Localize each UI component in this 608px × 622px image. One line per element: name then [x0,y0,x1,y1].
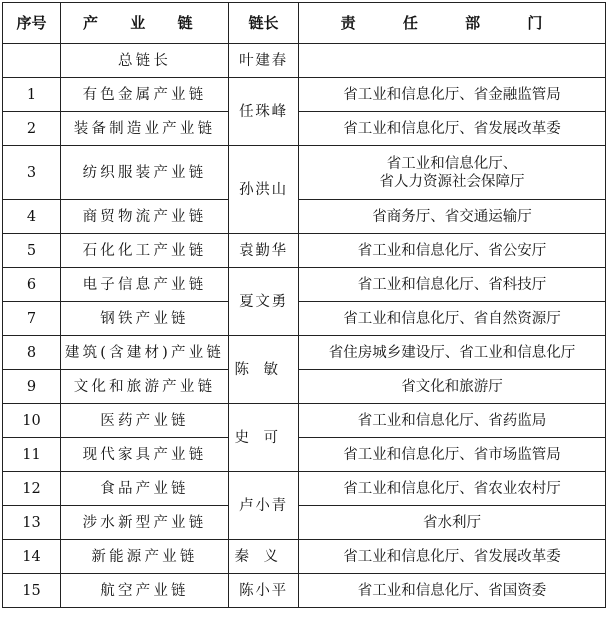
table-row [3,506,606,540]
overall-leader-cell: 叶建春 [229,44,299,78]
row-leader-cell: 史可 [229,404,299,472]
row-dept-cell [299,506,606,540]
dept-line: 省工业和信息化厅、省公安厅 [357,242,547,259]
row-dept-cell [299,268,606,302]
table-row [3,146,606,200]
row-chain-cell: 航空产业链 [61,574,229,608]
dept-line: 省人力资源社会保障厅 [379,173,525,190]
row-leader-cell: 袁勤华 [229,234,299,268]
row-leader-cell: 卢小青 [229,472,299,540]
row-chain-cell: 纺织服装产业链 [61,146,229,200]
row-no-cell: 15 [3,574,61,608]
row-dept-cell [299,472,606,506]
row-no-cell: 2 [3,112,61,146]
row-no-cell: 6 [3,268,61,302]
header-leader: 链长 [229,3,299,44]
row-dept-cell [299,146,606,200]
dept-line: 省文化和旅游厅 [401,378,503,395]
dept-line: 省工业和信息化厅、省市场监管局 [343,446,561,463]
dept-line: 省工业和信息化厅、省药监局 [357,412,547,429]
table-row [3,268,606,302]
row-chain-cell: 钢铁产业链 [61,302,229,336]
row-no-cell: 11 [3,438,61,472]
table-row [3,370,606,404]
row-no-cell: 4 [3,200,61,234]
header-chain: 产 业 链 [61,3,229,44]
row-chain-cell: 新能源产业链 [61,540,229,574]
dept-line: 省住房城乡建设厅、省工业和信息化厅 [328,344,576,361]
row-no-cell: 9 [3,370,61,404]
dept-line: 省工业和信息化厅、省金融监管局 [343,86,561,103]
row-no-cell: 10 [3,404,61,438]
table-row [3,540,606,574]
row-dept-cell [299,438,606,472]
row-dept-cell [299,78,606,112]
overall-row [3,44,606,78]
row-chain-cell: 食品产业链 [61,472,229,506]
row-leader-cell: 秦义 [229,540,299,574]
dept-line: 省工业和信息化厅、省发展改革委 [343,120,561,137]
table-body [3,44,606,608]
dept-line: 省工业和信息化厅、省国资委 [357,582,547,599]
table-row [3,200,606,234]
table-row [3,78,606,112]
table-row [3,404,606,438]
table-row [3,574,606,608]
table-row [3,234,606,268]
row-leader-cell: 陈小平 [229,574,299,608]
row-leader-cell: 孙洪山 [229,146,299,234]
row-dept-cell [299,540,606,574]
row-chain-cell: 商贸物流产业链 [61,200,229,234]
row-dept-cell [299,574,606,608]
row-chain-cell: 电子信息产业链 [61,268,229,302]
row-dept-cell [299,112,606,146]
dept-line: 省商务厅、省交通运输厅 [372,208,532,225]
table-row [3,336,606,370]
header-dept: 责 任 部 门 [299,3,606,44]
row-dept-cell [299,404,606,438]
dept-line: 省工业和信息化厅、省科技厅 [357,276,547,293]
overall-no-cell [3,44,61,78]
header-row [3,3,606,44]
row-chain-cell: 医药产业链 [61,404,229,438]
row-no-cell: 14 [3,540,61,574]
overall-dept-cell [299,44,606,78]
dept-line: 省工业和信息化厅、省农业农村厅 [343,480,561,497]
row-no-cell: 8 [3,336,61,370]
row-chain-cell: 建筑(含建材)产业链 [61,336,229,370]
row-no-cell: 5 [3,234,61,268]
row-no-cell: 13 [3,506,61,540]
dept-line: 省工业和信息化厅、 [386,155,518,172]
row-dept-cell [299,370,606,404]
dept-line: 省工业和信息化厅、省发展改革委 [343,548,561,565]
table-row [3,472,606,506]
row-no-cell: 12 [3,472,61,506]
header-no: 序号 [3,3,61,44]
row-dept-cell [299,302,606,336]
row-no-cell: 1 [3,78,61,112]
dept-line: 省工业和信息化厅、省自然资源厅 [343,310,561,327]
row-dept-cell [299,336,606,370]
row-leader-cell: 任珠峰 [229,78,299,146]
row-chain-cell: 现代家具产业链 [61,438,229,472]
row-chain-cell: 文化和旅游产业链 [61,370,229,404]
row-dept-cell [299,200,606,234]
row-chain-cell: 有色金属产业链 [61,78,229,112]
row-leader-cell: 夏文勇 [229,268,299,336]
table-row [3,112,606,146]
row-no-cell: 7 [3,302,61,336]
overall-chain-cell: 总链长 [61,44,229,78]
dept-line: 省水利厅 [423,514,481,531]
row-chain-cell: 涉水新型产业链 [61,506,229,540]
row-no-cell: 3 [3,146,61,200]
table-row [3,302,606,336]
row-dept-cell [299,234,606,268]
table-row [3,438,606,472]
row-chain-cell: 装备制造业产业链 [61,112,229,146]
industry-chain-table [2,2,606,608]
row-leader-cell: 陈敏 [229,336,299,404]
row-chain-cell: 石化化工产业链 [61,234,229,268]
